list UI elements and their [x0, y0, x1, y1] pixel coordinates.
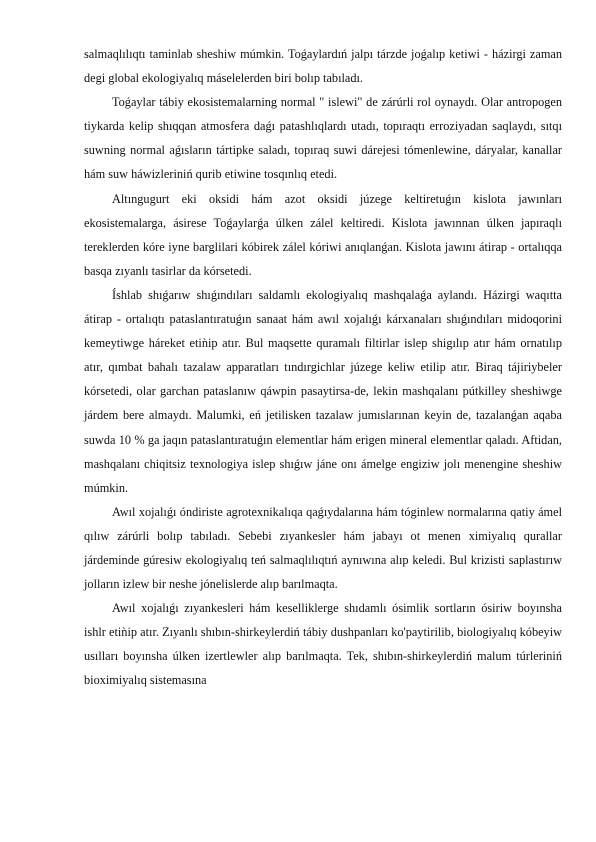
paragraph-3: Altıngugurt eki oksidi hám azot oksidi júzege keltiretuǵın kislota jawınları ekosistemalarga, ásirese Toǵaylarǵa úlken zálel keltiredi. Kislota jawınnan úlken japıraqlı tereklerden kóre iyne barglilari kóbirek zálel kóriwi anıqlanǵan. Kislota jawını átirap - ortalıqqa basqa zıyanlı tasirlar da kórsetedi. — [84, 191, 562, 278]
paragraph-4: Íshlab shıǵarıw shıǵındıları saldamlı ekologiyalıq mashqalaǵa aylandı. Házirgi waqıtta átirap - ortalıqtı pataslantıratuǵın sanaat hám awıl xojalıǵı kárxanaları shıǵındıları midoqorini kemeytiwge háreket etiǹip atır. Bul maqsette quramalı filtirlar islep shigılıp atır hám ornatılıp atır, qımbat bahalı tazalaw apparatları tındırgichlar júzege keliw etilip atır. Biraq tájiriybeler kórsetedi, olar garchan pataslanıw qáwpin pasaytirsa-de, lekin mashqalanı pútkilley sheshiwge járdem bere almaydı. Malumki, eń jetilisken tazalaw jumıslarınan keyin de, tazalanǵan aqaba suwda 10 % ga jaqın pataslantıratuǵın elementlar hám erigen mineral elementlar qaladı. Aftidan, mashqalanı chiqitsiz texnologiya islep shıǵıw jáne onı ámelge engiziw jolı menengine sheshiw múmkin. — [84, 287, 562, 495]
document-page — [84, 42, 562, 693]
paragraph-5: Awıl xojalıǵı óndiriste agrotexnikalıqa qaǵıydalarına hám tóginlew normalarına qatiy ámel qılıw zárúrli bolıp tabıladı. Sebebi zıyankesler hám jabayı ot menen ximiyalıq qurallar járdeminde gúresiw ekologiyalıq teń salmaqlılıqtıń aynıwına alıp keledi. Bul krizisti saplastırıw jolların izlew bir neshe jónelislerde alıp barılmaqta. — [84, 504, 562, 592]
paragraph-6: Awıl xojalıǵı zıyankesleri hám keselliklerge shıdamlı ósimlik sortların ósiriw boyınsha ishlr etiǹip atır. Zıyanlı shıbın-shirkeylerdiń tábiy dushpanları ko'paytirilib, biologiyalıq kóbeyiw usılları boyınsha úlken izertlewler alıp barılmaqta. Tek, shıbın-shirkeylerdiń malum túrleriniń bioximiyalıq sistemasına — [84, 601, 562, 688]
paragraph-1: salmaqlılıqtı taminlab sheshiw múmkin. Toǵaylardıń jalpı tárzde joǵalıp ketiwi - házirgi zaman degi global ekologiyalıq máselelerden biri bolıp tabıladı. — [84, 47, 562, 86]
paragraph-2: Toǵaylar tábiy ekosistemalarning normal " islewi" de zárúrli rol oynaydı. Olar antropogen tiykarda kelip shıqqan atmosfera daǵı patashlıqlardı utadı, topıraqtı erroziyadan saqlaydı, sıtqı suwning normal aǵısların tártipke saladı, topıraq suwi dárejesi tómenlewine, dáryalar, kanallar hám suw háwizleriniń qurib etiwine tosqınlıq etedi. — [84, 95, 562, 182]
